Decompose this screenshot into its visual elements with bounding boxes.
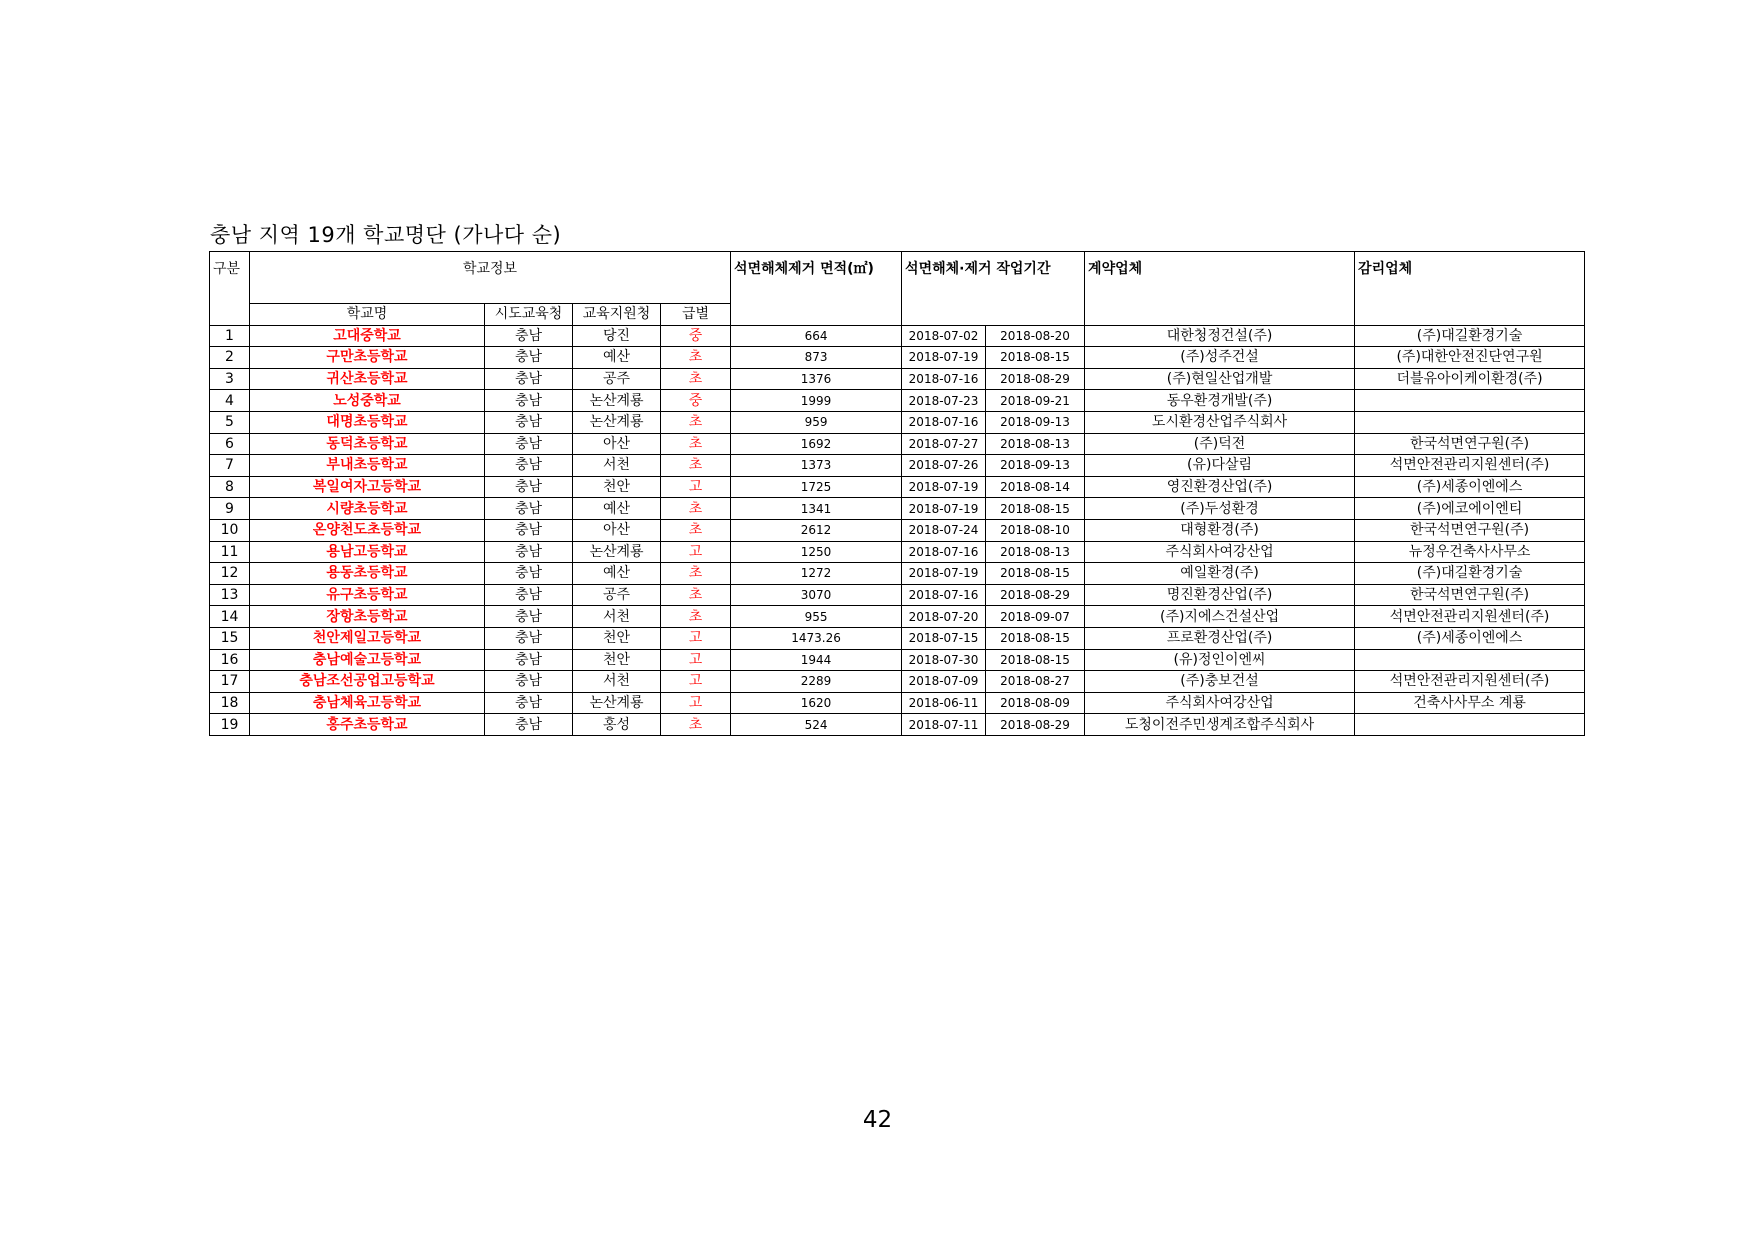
header-supervisor: 감리업체 xyxy=(1355,252,1585,326)
cell-start-date: 2018-07-15 xyxy=(902,627,986,649)
cell-area: 1692 xyxy=(731,433,902,455)
cell-contractor: (주)충보건설 xyxy=(1085,671,1355,693)
cell-school-name: 유구초등학교 xyxy=(250,584,485,606)
cell-contractor: (유)다살림 xyxy=(1085,455,1355,477)
table-row xyxy=(210,627,1585,649)
cell-provincial-office: 충남 xyxy=(485,649,573,671)
cell-end-date: 2018-08-29 xyxy=(986,584,1085,606)
cell-level: 초 xyxy=(661,714,731,736)
table-row xyxy=(210,498,1585,520)
table-row xyxy=(210,325,1585,347)
cell-area: 1999 xyxy=(731,390,902,412)
cell-district-office: 예산 xyxy=(573,347,661,369)
cell-area: 2612 xyxy=(731,519,902,541)
cell-area: 1944 xyxy=(731,649,902,671)
header-area: 석면해체제거 면적(㎡) xyxy=(731,252,902,326)
cell-no: 9 xyxy=(210,498,250,520)
cell-end-date: 2018-09-21 xyxy=(986,390,1085,412)
header-contractor: 계약업체 xyxy=(1085,252,1355,326)
cell-end-date: 2018-09-13 xyxy=(986,411,1085,433)
cell-school-name: 충남예술고등학교 xyxy=(250,649,485,671)
header-level: 급별 xyxy=(661,304,731,326)
cell-provincial-office: 충남 xyxy=(485,455,573,477)
cell-provincial-office: 충남 xyxy=(485,476,573,498)
header-school-info: 학교정보 xyxy=(250,252,731,304)
roster-body xyxy=(210,325,1585,735)
cell-no: 3 xyxy=(210,368,250,390)
table-row xyxy=(210,606,1585,628)
cell-provincial-office: 충남 xyxy=(485,692,573,714)
cell-district-office: 논산계룡 xyxy=(573,390,661,412)
cell-area: 1272 xyxy=(731,563,902,585)
cell-start-date: 2018-07-19 xyxy=(902,476,986,498)
cell-school-name: 구만초등학교 xyxy=(250,347,485,369)
cell-level: 초 xyxy=(661,411,731,433)
cell-school-name: 용동초등학교 xyxy=(250,563,485,585)
cell-supervisor: (주)에코에이엔티 xyxy=(1355,498,1585,520)
cell-supervisor: (주)대길환경기술 xyxy=(1355,563,1585,585)
cell-area: 664 xyxy=(731,325,902,347)
cell-start-date: 2018-07-16 xyxy=(902,411,986,433)
cell-district-office: 공주 xyxy=(573,584,661,606)
header-row-top xyxy=(210,252,1585,304)
cell-start-date: 2018-07-20 xyxy=(902,606,986,628)
header-district-office: 교육지원청 xyxy=(573,304,661,326)
cell-contractor: 동우환경개발(주) xyxy=(1085,390,1355,412)
cell-start-date: 2018-07-16 xyxy=(902,584,986,606)
cell-district-office: 논산계룡 xyxy=(573,692,661,714)
cell-supervisor: 건축사사무소 계룡 xyxy=(1355,692,1585,714)
table-row xyxy=(210,347,1585,369)
cell-start-date: 2018-06-11 xyxy=(902,692,986,714)
page-title: 충남 지역 19개 학교명단 (가나다 순) xyxy=(210,223,562,247)
cell-school-name: 온양천도초등학교 xyxy=(250,519,485,541)
cell-area: 959 xyxy=(731,411,902,433)
cell-supervisor: 한국석면연구원(주) xyxy=(1355,584,1585,606)
cell-contractor: (주)덕전 xyxy=(1085,433,1355,455)
cell-district-office: 당진 xyxy=(573,325,661,347)
cell-supervisor: (주)대한안전진단연구원 xyxy=(1355,347,1585,369)
cell-school-name: 홍주초등학교 xyxy=(250,714,485,736)
cell-start-date: 2018-07-30 xyxy=(902,649,986,671)
cell-area: 3070 xyxy=(731,584,902,606)
cell-supervisor: (주)대길환경기술 xyxy=(1355,325,1585,347)
table-row xyxy=(210,455,1585,477)
cell-area: 1376 xyxy=(731,368,902,390)
cell-supervisor xyxy=(1355,714,1585,736)
cell-contractor: 대한청정건설(주) xyxy=(1085,325,1355,347)
cell-school-name: 천안제일고등학교 xyxy=(250,627,485,649)
cell-school-name: 노성중학교 xyxy=(250,390,485,412)
table-row xyxy=(210,368,1585,390)
cell-end-date: 2018-08-13 xyxy=(986,433,1085,455)
cell-contractor: (유)정인이엔씨 xyxy=(1085,649,1355,671)
cell-provincial-office: 충남 xyxy=(485,347,573,369)
cell-end-date: 2018-08-27 xyxy=(986,671,1085,693)
cell-district-office: 예산 xyxy=(573,498,661,520)
table-row xyxy=(210,692,1585,714)
cell-school-name: 고대중학교 xyxy=(250,325,485,347)
cell-provincial-office: 충남 xyxy=(485,671,573,693)
cell-provincial-office: 충남 xyxy=(485,584,573,606)
cell-no: 5 xyxy=(210,411,250,433)
cell-level: 초 xyxy=(661,455,731,477)
cell-district-office: 아산 xyxy=(573,519,661,541)
header-school-name: 학교명 xyxy=(250,304,485,326)
cell-no: 6 xyxy=(210,433,250,455)
cell-contractor: (주)성주건설 xyxy=(1085,347,1355,369)
cell-level: 고 xyxy=(661,692,731,714)
cell-no: 4 xyxy=(210,390,250,412)
cell-end-date: 2018-08-13 xyxy=(986,541,1085,563)
cell-area: 873 xyxy=(731,347,902,369)
cell-contractor: (주)현일산업개발 xyxy=(1085,368,1355,390)
cell-school-name: 충남조선공업고등학교 xyxy=(250,671,485,693)
cell-district-office: 예산 xyxy=(573,563,661,585)
cell-contractor: 명진환경산업(주) xyxy=(1085,584,1355,606)
header-no: 구분 xyxy=(210,252,250,326)
cell-level: 초 xyxy=(661,433,731,455)
cell-no: 11 xyxy=(210,541,250,563)
cell-school-name: 시량초등학교 xyxy=(250,498,485,520)
cell-provincial-office: 충남 xyxy=(485,541,573,563)
cell-supervisor: 한국석면연구원(주) xyxy=(1355,519,1585,541)
cell-level: 중 xyxy=(661,390,731,412)
cell-provincial-office: 충남 xyxy=(485,627,573,649)
cell-area: 1373 xyxy=(731,455,902,477)
school-roster-table xyxy=(209,251,1585,736)
cell-area: 955 xyxy=(731,606,902,628)
table-row xyxy=(210,390,1585,412)
cell-end-date: 2018-08-20 xyxy=(986,325,1085,347)
cell-end-date: 2018-08-15 xyxy=(986,627,1085,649)
cell-school-name: 충남체육고등학교 xyxy=(250,692,485,714)
cell-level: 초 xyxy=(661,584,731,606)
cell-provincial-office: 충남 xyxy=(485,325,573,347)
table-row xyxy=(210,649,1585,671)
cell-end-date: 2018-08-15 xyxy=(986,649,1085,671)
cell-level: 고 xyxy=(661,649,731,671)
cell-contractor: 예일환경(주) xyxy=(1085,563,1355,585)
cell-level: 초 xyxy=(661,498,731,520)
cell-no: 10 xyxy=(210,519,250,541)
cell-district-office: 천안 xyxy=(573,649,661,671)
cell-district-office: 논산계룡 xyxy=(573,541,661,563)
cell-no: 14 xyxy=(210,606,250,628)
table-row xyxy=(210,714,1585,736)
cell-school-name: 귀산초등학교 xyxy=(250,368,485,390)
header-period: 석면해체·제거 작업기간 xyxy=(902,252,1085,326)
table-row xyxy=(210,584,1585,606)
cell-start-date: 2018-07-16 xyxy=(902,368,986,390)
cell-contractor: 프로환경산업(주) xyxy=(1085,627,1355,649)
cell-district-office: 서천 xyxy=(573,455,661,477)
cell-level: 초 xyxy=(661,563,731,585)
cell-no: 8 xyxy=(210,476,250,498)
cell-start-date: 2018-07-19 xyxy=(902,498,986,520)
cell-end-date: 2018-09-07 xyxy=(986,606,1085,628)
cell-end-date: 2018-08-15 xyxy=(986,563,1085,585)
cell-start-date: 2018-07-11 xyxy=(902,714,986,736)
cell-provincial-office: 충남 xyxy=(485,498,573,520)
cell-start-date: 2018-07-02 xyxy=(902,325,986,347)
cell-provincial-office: 충남 xyxy=(485,390,573,412)
cell-level: 중 xyxy=(661,325,731,347)
page-number: 42 xyxy=(862,1107,893,1133)
cell-area: 1341 xyxy=(731,498,902,520)
cell-end-date: 2018-08-29 xyxy=(986,368,1085,390)
cell-provincial-office: 충남 xyxy=(485,606,573,628)
cell-school-name: 복일여자고등학교 xyxy=(250,476,485,498)
table-row xyxy=(210,541,1585,563)
table-row xyxy=(210,476,1585,498)
cell-supervisor: 석면안전관리지원센터(주) xyxy=(1355,455,1585,477)
cell-contractor: 주식회사여강산업 xyxy=(1085,692,1355,714)
table-row xyxy=(210,411,1585,433)
cell-provincial-office: 충남 xyxy=(485,714,573,736)
cell-supervisor: 석면안전관리지원센터(주) xyxy=(1355,606,1585,628)
cell-supervisor: 한국석면연구원(주) xyxy=(1355,433,1585,455)
cell-no: 1 xyxy=(210,325,250,347)
cell-start-date: 2018-07-27 xyxy=(902,433,986,455)
cell-start-date: 2018-07-19 xyxy=(902,347,986,369)
cell-level: 초 xyxy=(661,606,731,628)
cell-no: 7 xyxy=(210,455,250,477)
cell-contractor: 도청이전주민생계조합주식회사 xyxy=(1085,714,1355,736)
cell-level: 초 xyxy=(661,347,731,369)
cell-school-name: 용남고등학교 xyxy=(250,541,485,563)
cell-supervisor xyxy=(1355,411,1585,433)
cell-district-office: 공주 xyxy=(573,368,661,390)
cell-start-date: 2018-07-26 xyxy=(902,455,986,477)
cell-contractor: (주)두성환경 xyxy=(1085,498,1355,520)
cell-level: 고 xyxy=(661,541,731,563)
cell-no: 16 xyxy=(210,649,250,671)
cell-start-date: 2018-07-24 xyxy=(902,519,986,541)
cell-district-office: 서천 xyxy=(573,671,661,693)
cell-end-date: 2018-08-15 xyxy=(986,347,1085,369)
cell-start-date: 2018-07-09 xyxy=(902,671,986,693)
cell-level: 고 xyxy=(661,476,731,498)
cell-supervisor: (주)세종이엔에스 xyxy=(1355,476,1585,498)
cell-area: 2289 xyxy=(731,671,902,693)
cell-school-name: 장항초등학교 xyxy=(250,606,485,628)
cell-district-office: 아산 xyxy=(573,433,661,455)
cell-provincial-office: 충남 xyxy=(485,433,573,455)
cell-no: 15 xyxy=(210,627,250,649)
cell-school-name: 대명초등학교 xyxy=(250,411,485,433)
cell-district-office: 논산계룡 xyxy=(573,411,661,433)
cell-district-office: 천안 xyxy=(573,627,661,649)
header-provincial-office: 시도교육청 xyxy=(485,304,573,326)
cell-level: 초 xyxy=(661,368,731,390)
cell-end-date: 2018-08-10 xyxy=(986,519,1085,541)
cell-supervisor xyxy=(1355,649,1585,671)
cell-school-name: 부내초등학교 xyxy=(250,455,485,477)
cell-contractor: 주식회사여강산업 xyxy=(1085,541,1355,563)
cell-district-office: 천안 xyxy=(573,476,661,498)
table-row xyxy=(210,671,1585,693)
cell-no: 2 xyxy=(210,347,250,369)
cell-no: 18 xyxy=(210,692,250,714)
cell-contractor: 영진환경산업(주) xyxy=(1085,476,1355,498)
cell-district-office: 홍성 xyxy=(573,714,661,736)
cell-provincial-office: 충남 xyxy=(485,563,573,585)
cell-no: 12 xyxy=(210,563,250,585)
cell-contractor: 대형환경(주) xyxy=(1085,519,1355,541)
cell-contractor: (주)지에스건설산업 xyxy=(1085,606,1355,628)
cell-level: 고 xyxy=(661,671,731,693)
cell-area: 1620 xyxy=(731,692,902,714)
cell-no: 13 xyxy=(210,584,250,606)
cell-start-date: 2018-07-19 xyxy=(902,563,986,585)
cell-end-date: 2018-08-14 xyxy=(986,476,1085,498)
table-row xyxy=(210,519,1585,541)
cell-end-date: 2018-08-15 xyxy=(986,498,1085,520)
cell-end-date: 2018-09-13 xyxy=(986,455,1085,477)
cell-supervisor xyxy=(1355,390,1585,412)
cell-provincial-office: 충남 xyxy=(485,411,573,433)
cell-supervisor: (주)세종이엔에스 xyxy=(1355,627,1585,649)
cell-school-name: 동덕초등학교 xyxy=(250,433,485,455)
cell-provincial-office: 충남 xyxy=(485,368,573,390)
table-row xyxy=(210,433,1585,455)
cell-level: 고 xyxy=(661,627,731,649)
cell-level: 초 xyxy=(661,519,731,541)
cell-supervisor: 뉴정우건축사사무소 xyxy=(1355,541,1585,563)
cell-no: 19 xyxy=(210,714,250,736)
cell-end-date: 2018-08-29 xyxy=(986,714,1085,736)
cell-start-date: 2018-07-16 xyxy=(902,541,986,563)
cell-area: 1250 xyxy=(731,541,902,563)
cell-contractor: 도시환경산업주식회사 xyxy=(1085,411,1355,433)
cell-start-date: 2018-07-23 xyxy=(902,390,986,412)
cell-supervisor: 석면안전관리지원센터(주) xyxy=(1355,671,1585,693)
cell-area: 524 xyxy=(731,714,902,736)
cell-supervisor: 더블유아이케이환경(주) xyxy=(1355,368,1585,390)
cell-area: 1473.26 xyxy=(731,627,902,649)
table-row xyxy=(210,563,1585,585)
cell-provincial-office: 충남 xyxy=(485,519,573,541)
cell-end-date: 2018-08-09 xyxy=(986,692,1085,714)
cell-no: 17 xyxy=(210,671,250,693)
cell-district-office: 서천 xyxy=(573,606,661,628)
cell-area: 1725 xyxy=(731,476,902,498)
